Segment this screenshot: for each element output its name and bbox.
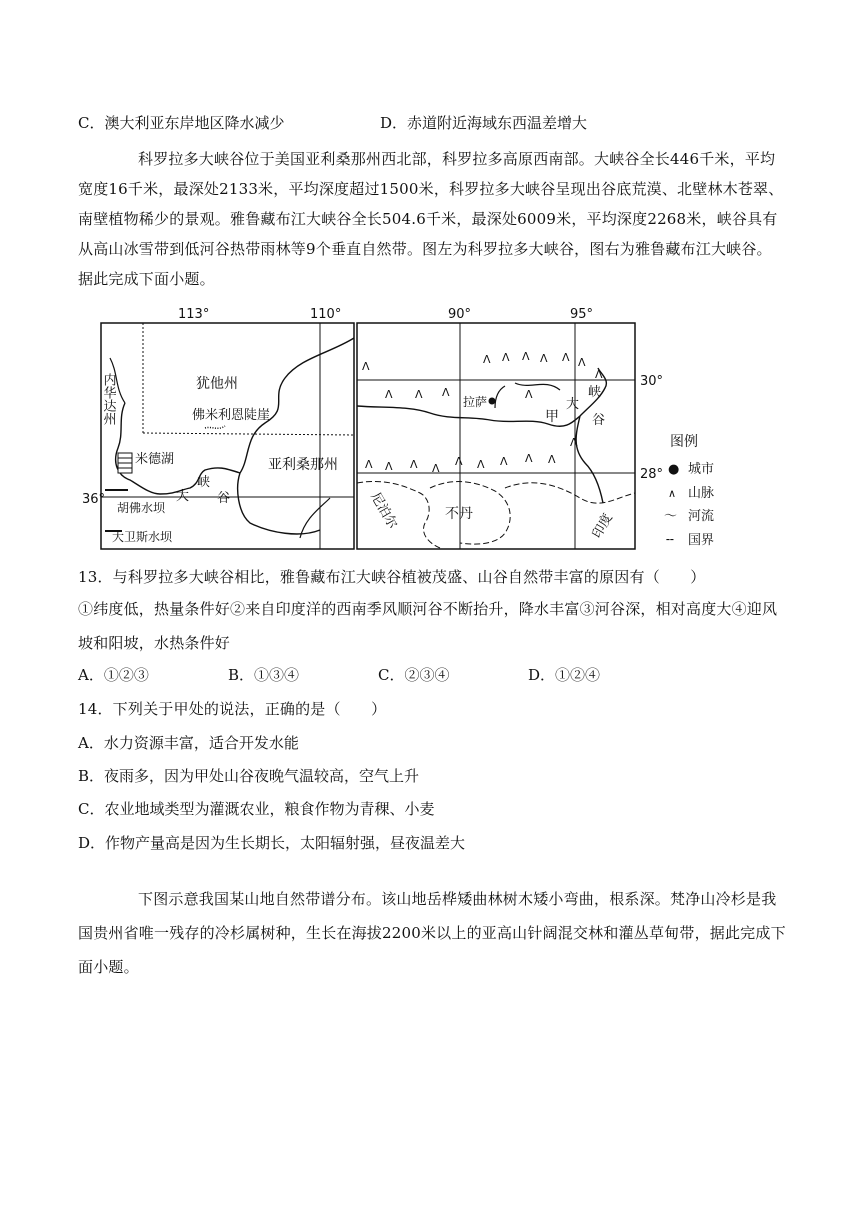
passage-line: 国贵州省唯一残存的冷杉属树种，生长在海拔2200米以上的亚高山针阔混交林和灌丛草甸带，据此完成下 (78, 924, 786, 942)
lat-label-36: 36° (82, 492, 106, 507)
question-statements: 坡和阳坡，水热条件好 (78, 634, 231, 652)
svg-text:Λ: Λ (415, 388, 423, 401)
nevada-label: 内华达州 (100, 373, 116, 425)
question-statements: ①纬度低，热量条件好②来自印度洋的西南季风顺河谷不断抬升，降水丰富③河谷深，相对高度大④迎风 (78, 600, 778, 618)
passage-line: 下图示意我国某山地自然带谱分布。该山地岳桦矮曲林树木矮小弯曲，根系深。梵净山冷杉是我 (138, 890, 777, 908)
option-a[interactable]: A．水力资源丰富，适合开发水能 (78, 734, 299, 752)
canyon-char: 峡 (588, 385, 602, 400)
mountain-icon: ∧ (668, 487, 677, 500)
cliff-label: 佛米利恩陡崖 (192, 408, 271, 423)
canyon-char: 大 (176, 489, 190, 504)
lon-label-113: 113° (178, 307, 210, 322)
lat-label-28: 28° (640, 467, 664, 482)
svg-text:Λ: Λ (483, 353, 491, 366)
lake-label: 米德湖 (135, 452, 175, 467)
svg-text:Λ: Λ (365, 458, 373, 471)
river-icon: 〜 (664, 509, 678, 524)
svg-text:Λ: Λ (525, 388, 533, 401)
mountain-icons (362, 350, 606, 475)
passage-line: 从高山冰雪带到低河谷热带雨林等9个垂直自然带。图左为科罗拉多大峡谷，图右为雅鲁藏布江大峡谷。 (78, 240, 772, 258)
lon-label-90: 90° (448, 307, 472, 322)
svg-text:Λ: Λ (385, 388, 393, 401)
svg-text:Λ: Λ (562, 351, 570, 364)
svg-text:Λ: Λ (362, 360, 370, 373)
svg-text:Λ: Λ (502, 351, 510, 364)
arizona-label: 亚利桑那州 (268, 457, 338, 473)
passage-line: 南壁植物稀少的景观。雅鲁藏布江大峡谷全长504.6千米，最深处6009米，平均深度2268米，峡谷具有 (78, 210, 778, 228)
svg-text:Λ: Λ (385, 460, 393, 473)
option-b[interactable]: B．①③④ (228, 666, 300, 684)
option-a[interactable]: A．①②③ (78, 666, 149, 684)
canyon-maps-figure (0, 298, 860, 558)
option-c[interactable]: C．农业地域类型为灌溉农业，粮食作物为青稞、小麦 (78, 800, 435, 818)
svg-text:Λ: Λ (570, 436, 578, 449)
jia-label: 甲 (545, 409, 559, 425)
svg-text:Λ: Λ (500, 455, 508, 468)
border-icon: ╌ (666, 533, 674, 548)
nepal-label: 尼泊尔 (367, 490, 400, 532)
legend-label: 国界 (688, 533, 715, 548)
question-stem: 14．下列关于甲处的说法，正确的是（ ） (78, 700, 387, 718)
passage-line: 科罗拉多大峡谷位于美国亚利桑那州西北部，科罗拉多高原西南部。大峡谷全长446千米，平均 (138, 150, 776, 168)
option-b[interactable]: B．夜雨多，因为甲处山谷夜晚气温较高，空气上升 (78, 767, 420, 785)
canyon-char: 谷 (592, 413, 606, 428)
map-yarlung (357, 307, 663, 549)
svg-text:Λ: Λ (595, 368, 603, 381)
india-label: 印度 (589, 511, 616, 542)
lon-label-95: 95° (570, 307, 594, 322)
svg-text:Λ: Λ (410, 458, 418, 471)
lon-label-110: 110° (310, 307, 342, 322)
option-d[interactable]: D．①②④ (528, 666, 601, 684)
lhasa-label: 拉萨 (463, 395, 488, 409)
svg-text:Λ: Λ (442, 386, 450, 399)
legend-title: 图例 (670, 434, 698, 450)
option-d[interactable]: D．作物产量高是因为生长期长，太阳辐射强，昼夜温差大 (78, 834, 466, 852)
canyon-char: 谷 (217, 491, 231, 506)
svg-text:Λ: Λ (525, 452, 533, 465)
svg-text:Λ: Λ (477, 458, 485, 471)
davis-dam-label: 大卫斯水坝 (112, 530, 173, 544)
map-colorado (82, 307, 354, 549)
svg-text:Λ: Λ (578, 356, 586, 369)
svg-text:Λ: Λ (540, 352, 548, 365)
svg-text:Λ: Λ (432, 462, 440, 475)
city-icon: ● (668, 462, 680, 477)
option-d-previous: D．赤道附近海域东西温差增大 (380, 114, 588, 132)
canyon-char: 大 (566, 397, 580, 412)
lat-label-30: 30° (640, 374, 664, 389)
passage-line: 据此完成下面小题。 (78, 270, 215, 288)
city-icon (489, 398, 496, 405)
passage-line: 宽度16千米，最深处2133米，平均深度超过1500米，科罗拉多大峡谷呈现出谷底荒漠、北壁林木苍翠、 (78, 180, 784, 198)
svg-text:Λ: Λ (522, 350, 530, 363)
canyon-char: 峡 (197, 475, 211, 490)
option-c-previous: C．澳大利亚东岸地区降水减少 (78, 114, 285, 132)
legend-label: 城市 (688, 462, 715, 477)
option-c[interactable]: C．②③④ (378, 666, 450, 684)
bhutan-label: 不丹 (445, 506, 473, 522)
map-legend (664, 434, 714, 548)
question-stem: 13．与科罗拉多大峡谷相比，雅鲁藏布江大峡谷植被茂盛、山谷自然带丰富的原因有（ ） (78, 568, 706, 586)
utah-label: 犹他州 (196, 376, 238, 392)
svg-text:Λ: Λ (455, 455, 463, 468)
hoover-dam-label: 胡佛水坝 (117, 501, 166, 515)
svg-text:Λ: Λ (548, 453, 556, 466)
passage-line: 面小题。 (78, 958, 139, 976)
legend-label: 河流 (688, 509, 715, 524)
legend-label: 山脉 (688, 486, 715, 501)
